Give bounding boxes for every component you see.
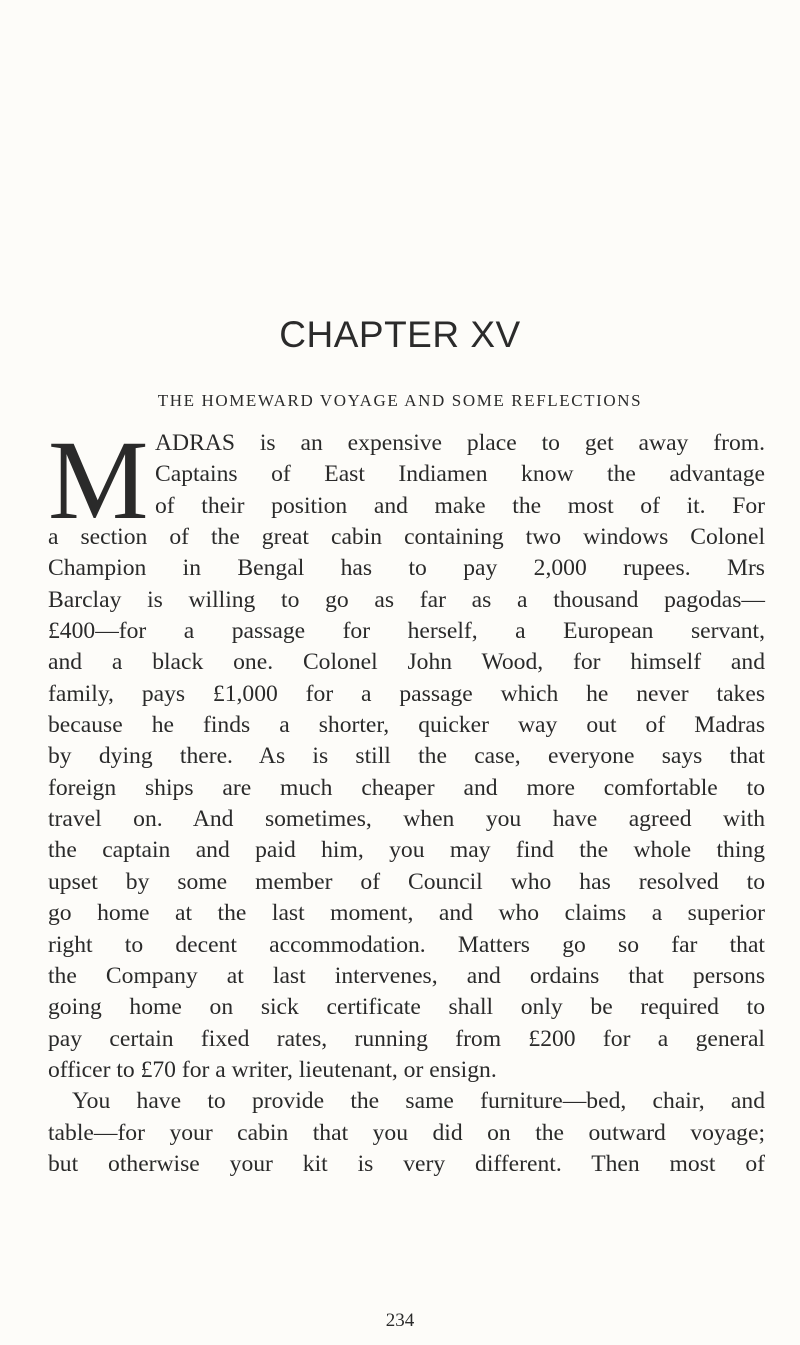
text-line: officer to £70 for a writer, lieutenant, or ensign. — [48, 1056, 497, 1083]
text-line: travel on. And sometimes, when you have agreed with — [48, 806, 765, 833]
text-line: the captain and paid him, you may find the whole thing — [48, 837, 765, 864]
text-line: Barclay is willing to go as far as a thousand pagodas— — [48, 586, 765, 613]
text-line: of their position and make the most of it. For — [155, 492, 765, 519]
text-line: but otherwise your kit is very different. Then most of — [48, 1150, 765, 1177]
drop-cap: M — [48, 418, 149, 543]
chapter-title: CHAPTER XV — [279, 314, 521, 355]
chapter-subtitle: THE HOMEWARD VOYAGE AND SOME REFLECTIONS — [157, 391, 643, 410]
text-line: You have to provide the same furniture—bed, chair, and — [72, 1088, 765, 1115]
text-line: £400—for a passage for herself, a European servant, — [48, 618, 765, 645]
body-text — [48, 428, 765, 1180]
text-line: and a black one. Colonel John Wood, for himself and — [48, 649, 765, 676]
text-line: go home at the last moment, and who claims a superior — [48, 900, 765, 927]
text-line: table—for your cabin that you did on the outward voyage; — [48, 1119, 765, 1146]
text-line: by dying there. As is still the case, everyone says that — [48, 743, 765, 770]
text-line: right to decent accommodation. Matters go so far that — [48, 931, 765, 958]
text-line: a section of the great cabin containing two windows Colonel — [48, 524, 765, 551]
text-line: ADRAS is an expensive place to get away from. — [155, 430, 765, 456]
text-line: upset by some member of Council who has resolved to — [48, 868, 765, 895]
text-line: pay certain fixed rates, running from £200 for a general — [48, 1025, 765, 1052]
text-line: because he finds a shorter, quicker way out of Madras — [48, 712, 765, 739]
page-number: 234 — [385, 1310, 415, 1331]
text-line: family, pays £1,000 for a passage which he never takes — [48, 680, 765, 707]
text-line: the Company at last intervenes, and ordains that persons — [48, 962, 765, 989]
text-line: foreign ships are much cheaper and more comfortable to — [48, 774, 765, 801]
text-line: Captains of East Indiamen know the advantage — [155, 461, 765, 488]
text-line: Champion in Bengal has to pay 2,000 rupees. Mrs — [48, 555, 765, 582]
text-line: going home on sick certificate shall only be required to — [48, 994, 765, 1021]
